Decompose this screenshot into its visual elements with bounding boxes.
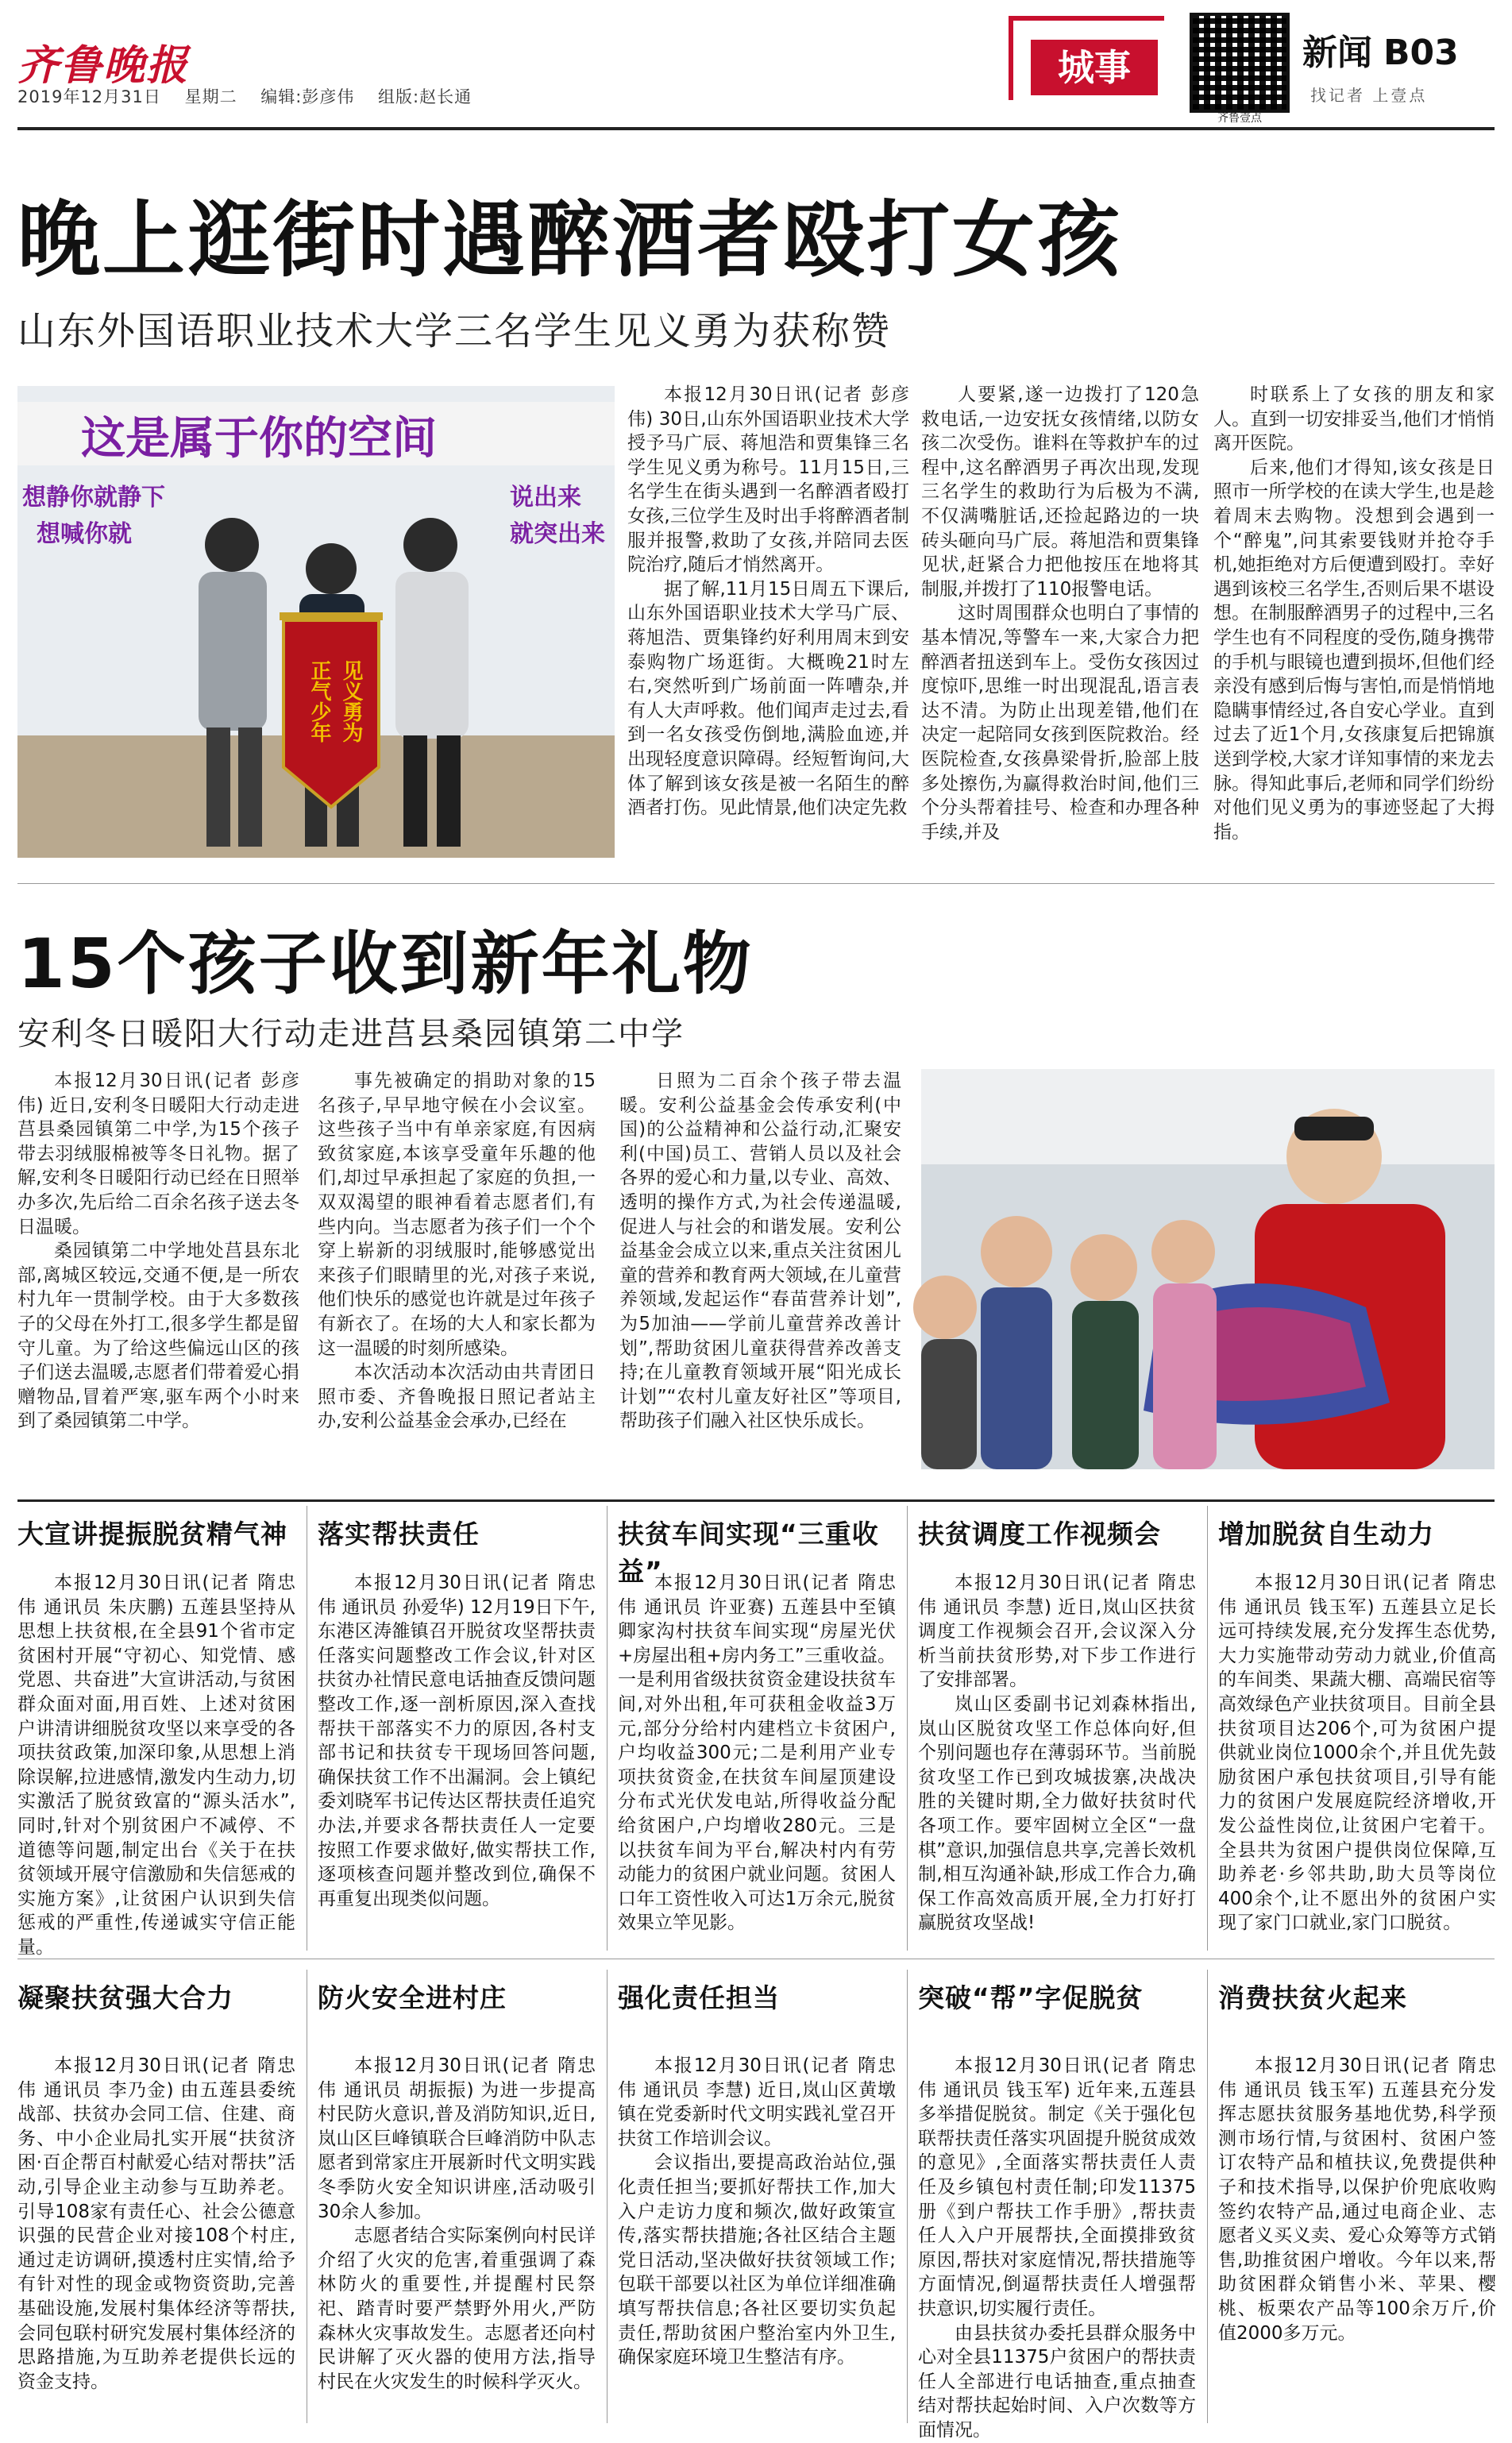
column-divider [907,1970,908,2423]
brief-title: 增加脱贫自生动力 [1218,1519,1434,1550]
paragraph: 本报12月30日讯(记者 隋忠伟 通讯员 孙爱华) 12月19日下午,东港区涛雒镇召开脱贫攻坚帮扶责任落实问题整改工作会议,针对区扶贫办社情民意电话抽查反馈问题整改工作,逐一剖析原因,深入查找帮扶干部落实不力的原因,各村支部书记和扶贫专干现场回答问题,确保扶贫工作不出漏洞。会上镇纪委刘晓军书记传达区帮扶责任追究办法,并要求各帮扶责任人一定要按照工作要求做好,做实帮扶工作,逐项核查问题并整改到位,确保不再重复出现类似问题。 [318,1573,596,1909]
column-divider [607,1506,608,1951]
paragraph: 志愿者结合实际案例向村民详介绍了火灾的危害,着重强调了森林防火的重要性,并提醒村民祭祀、踏青时要严禁野外用火,严防森林火灾事故发生。志愿者还向村民讲解了灭火器的使用方法,指导村民在火灾发生的时候科学灭火。 [318,2225,596,2392]
photo-side-right2: 就突出来 [510,520,605,548]
photo-side-right: 说出来 [510,484,581,511]
paragraph: 据了解,11月15日周五下课后,山东外国语职业技术大学马广辰、蒋旭浩、贾集锋约好利用周末到安泰购物广场逛街。大概晚21时左右,突然听到广场前面一阵嘈杂,并有人大声呼救。他们闻声走过去,看到一名女孩受伤倒地,满脸血迹,并出现轻度意识障碍。经短暂询问,大体了解到该女孩是被一名陌生的醉酒者打伤。见此情景,他们决定先救 [627,578,909,819]
paragraph: 后来,他们才得知,该女孩是日照市一所学校的在读大学生,也是趁着周末去购物。没想到会遇到一个“醉鬼”,问其索要钱财并抢夺手机,她拒绝对方后便遭到殴打。幸好遇到该校三名学生,否则后果不堪设想。在制服醉酒男子的过程中,三名学生也有不同程度的受伤,随身携带的手机与眼镜也遭到损坏,但他们经亲没有感到后悔与害怕,而是悄悄地隐瞒事情经过,各自安心学业。直到过去了近1个月,女孩康复后把锦旗送到学校,大家才详知事情的来龙去脉。得知此事后,老师和同学们纷纷对他们见义勇为的事迹竖起了大拇指。 [1213,457,1495,843]
brief-body [918,1571,1196,1951]
story1-column-1 [627,383,909,859]
brief-body [318,1571,596,1951]
paragraph: 本报12月30日讯(记者 隋忠伟 通讯员 李慧) 近日,岚山区黄墩镇在党委新时代文明实践礼堂召开扶贫工作培训会议。 [618,2055,896,2149]
paragraph: 本次活动本次活动由共青团日照市委、齐鲁晚报日照记者站主办,安利公益基金会承办,已经在 [318,1362,596,1432]
story1-photo [17,386,615,858]
header-divider [17,127,1495,130]
section-tag [1009,16,1164,100]
brief-title: 强化责任担当 [618,1982,780,2013]
photo-banner-text: 这是属于你的空间 [81,413,437,465]
column-divider [607,1970,608,2423]
paragraph: 本报12月30日讯(记者 彭彦伟) 30日,山东外国语职业技术大学授予马广辰、蒋旭浩和贾集锋三名学生见义勇为称号。11月15日,三名学生在街头遇到一名醉酒者殴打女孩,三位学生及时出手将醉酒者制服并报警,救助了女孩,并陪同去医院治疗,随后才悄然离开。 [627,384,909,576]
story1-column-2 [921,383,1199,859]
brief-body [918,2054,1196,2441]
qr-code-icon[interactable] [1190,13,1290,113]
issue-meta [17,84,489,108]
story1-col2-text [921,383,1199,844]
qr-label: 齐鲁壹点 [1217,112,1262,125]
brief-title: 大宣讲提振脱贫精气神 [17,1519,287,1550]
paragraph: 本报12月30日讯(记者 隋忠伟 通讯员 钱玉军) 近年来,五莲县多举措促脱贫。制定《关于强化包联帮扶责任落实巩固提升脱贫成效的意见》,全面落实帮扶责任人责任及乡镇包村责任制;印发11375册《到户帮扶工作手册》,帮扶责任人入户开展帮扶,全面摸排致贫原因,帮扶对家庭情况,帮扶措施等方面情况,倒逼帮扶责任人增强帮扶意识,切实履行责任。 [918,2055,1196,2319]
issue-weekday: 星期二 [184,87,237,106]
page-number: B03 [1383,33,1459,73]
brief-body [1218,2054,1496,2423]
paragraph: 本报12月30日讯(记者 隋忠伟 通讯员 钱玉军) 五莲县立足长远可持续发展,充分发挥生态优势,大力实施带动劳动力就业,价值高的车间类、果蔬大棚、高端民宿等高效绿色产业扶贫项目。目前全县扶贫项目达206个,可为贫困户提供就业岗位1000余个,并且优先鼓励贫困户承包扶贫项目,引导有能力的贫困户发展庭院经济增收,开发公益性岗位,让贫困户宅着干。全县共为贫困户提供岗位保障,互助养老·乡邻共助,助大员等岗位400余个,让不愿出外的贫困户实现了家门口就业,家门口脱贫。 [1218,1573,1496,1934]
students-with-pennant-illustration [17,386,615,858]
story2-column-3 [619,1069,901,1474]
paragraph: 本报12月30日讯(记者 隋忠伟 通讯员 李乃金) 由五莲县委统战部、扶贫办会同工信、住建、商务、中小企业局扎实开展“扶贫济困·百企帮百村献爱心结对帮扶”活动,引导企业主动参与互助养老。引导108家有责任心、社会公德意识强的民营企业对接108个村庄,通过走访调研,摸透村庄实情,给予有针对性的现金或物资资助,完善基础设施,发展村集体经济等帮扶,会同包联村研究发展村集体经济的思路措施,为互助养老提供长远的资金支持。 [17,2055,295,2392]
paragraph: 人要紧,遂一边拨打了120急救电话,一边安抚女孩情绪,以防女孩二次受伤。谁料在等救护车的过程中,这名醉酒男子再次出现,发现三名学生的救助行为后极为不满,不仅满嘴脏话,还捡起路边的一块砖头砸向马广辰。蒋旭浩和贾集锋见状,赶紧合力把他按压在地将其制服,并拨打了110报警电话。 [921,384,1199,600]
paragraph: 本报12月30日讯(记者 彭彦伟) 近日,安利冬日暖阳大行动走进莒县桑园镇第二中学,为15个孩子带去羽绒服棉被等冬日礼物。据了解,安利冬日暖阳行动已经在日照举办多次,先后给二百余名孩子送去冬日温暖。 [17,1071,299,1237]
story2-photo [921,1069,1495,1469]
story2-col1-text [17,1069,299,1434]
paragraph: 事先被确定的捐助对象的15名孩子,早早地守候在小会议室。这些孩子当中有单亲家庭,有因病致贫家庭,本该享受童年乐趣的他们,却过早承担起了家庭的负担,一双双渴望的眼神看着志愿者们,有些内向。当志愿者为孩子们一个个穿上崭新的羽绒服时,能够感觉出来孩子们眼睛里的光,对孩子来说,他们快乐的感觉也许就是过年孩子有新衣了。在场的大人和家长都为这一温暖的时刻所感染。 [318,1071,596,1359]
paragraph: 时联系上了女孩的朋友和家人。直到一切安排妥当,他们才悄悄离开医院。 [1213,384,1495,454]
paragraph: 本报12月30日讯(记者 隋忠伟 通讯员 许亚赛) 五莲县中至镇卿家沟村扶贫车间实现“房屋光伏+房屋出租+房内务工”三重收益。一是利用省级扶贫资金建设扶贫车间,对外出租,年可获租金收益3万元,部分分给村内建档立卡贫困户,户均收益300元;二是利用产业专项扶贫资金,在扶贫车间屋顶建设分布式光伏发电站,所得收益分配给贫困户,户均增收280元。三是以扶贫车间为平台,解决村内有劳动能力的贫困户就业问题。贫困人口年工资性收入可达1万余元,脱贫效果立竿见影。 [618,1573,896,1934]
volunteer-giving-coats-illustration [921,1069,1495,1469]
paragraph: 岚山区委副书记刘森林指出,岚山区脱贫攻坚工作总体向好,但个别问题也存在薄弱环节。当前脱贫攻坚工作已到攻城拔寨,决战决胜的关键时期,全力做好扶贫时代各项工作。要牢固树立全区“一盘棋”意识,加强信息共享,完善长效机制,相互沟通补缺,形成工作合力,确保工作高效高质开展,全力打好打赢脱贫攻坚战! [918,1693,1196,1934]
brief-title: 凝聚扶贫强大合力 [17,1982,233,2013]
photo-side-left: 想静你就静下 [22,484,165,511]
brief-title: 突破“帮”字促脱贫 [918,1982,1144,2013]
story1-subhead: 山东外国语职业技术大学三名学生见义勇为获称赞 [17,309,892,353]
story1-column-3 [1213,383,1495,859]
paragraph: 桑园镇第二中学地处莒县东北部,离城区较远,交通不便,是一所农村九年一贯制学校。由于大多数孩子的父母在外打工,很多学生都是留守儿童。为了给这些偏远山区的孩子们送去温暖,志愿者们带着爱心捐赠物品,冒着严寒,驱车两个小时来到了桑园镇第二中学。 [17,1241,299,1432]
section-name: 新闻 [1302,33,1372,73]
paragraph: 由县扶贫办委托县群众服务中心对全县11375户贫困户的帮扶责任人全部进行电话抽查,重点抽查结对帮扶起始时间、入户次数等方面情况。 [918,2322,1196,2441]
brief-body [618,2054,896,2423]
brief-title: 防火安全进村庄 [318,1982,507,2013]
brief-title: 扶贫调度工作视频会 [918,1519,1161,1550]
story2-column-1 [17,1069,299,1474]
section-tag-label: 城事 [1031,40,1158,95]
story2-headline: 15个孩子收到新年礼物 [17,924,754,1004]
story1-col3-text [1213,383,1495,844]
brief-body [17,1571,295,1958]
pennant-line-1: 见义勇为 [339,660,363,743]
story2-col3-text [619,1069,901,1434]
paragraph: 本报12月30日讯(记者 隋忠伟 通讯员 李慧) 近日,岚山区扶贫调度工作视频会召开,会议深入分析当前扶贫形势,对下步工作进行了安排部署。 [918,1573,1196,1691]
briefs-top-divider [17,1499,1495,1502]
paragraph: 本报12月30日讯(记者 隋忠伟 通讯员 钱玉军) 五莲县充分发挥志愿扶贫服务基地优势,科学预测市场行情,与贫困村、贫困户签订农特产品和植扶议,免费提供种子和技术指导,以保护价兜底收购签约农特产品,通过电商企业、志愿者义买义卖、爱心众筹等方式销售,助推贫困户增收。今年以来,帮助贫困群众销售小米、苹果、樱桃、板栗农产品等100余万斤,价值2000多万元。 [1218,2055,1496,2344]
story1-headline: 晚上逛街时遇醉酒者殴打女孩 [17,191,1123,288]
story2-column-2 [318,1069,596,1474]
issue-layout: 组版:赵长通 [378,87,472,106]
brief-body [618,1571,896,1951]
column-divider [907,1506,908,1951]
brief-title: 落实帮扶责任 [318,1519,480,1550]
brief-body [318,2054,596,2423]
brief-title: 消费扶贫火起来 [1218,1982,1407,2013]
story2-subhead: 安利冬日暖阳大行动走进莒县桑园镇第二中学 [17,1016,685,1052]
edition-label [1302,24,1459,75]
story1-col1-text [627,383,909,820]
story-divider [17,883,1495,884]
column-divider [1207,1970,1208,2423]
issue-date: 2019年12月31日 [17,87,161,106]
paragraph: 会议指出,要提高政治站位,强化责任担当;要抓好帮扶工作,加大入户走访力度和频次,做好政策宣传,落实帮扶措施;各社区结合主题党日活动,坚决做好扶贫领域工作;包联干部要以社区为单位详细准确填写帮扶信息;各社区要切实负起责任,帮助贫困户整治室内外卫生,确保家庭环境卫生整洁有序。 [618,2152,896,2368]
paragraph: 日照为二百余个孩子带去温暖。安利公益基金会传承安利(中国)的公益精神和公益行动,汇聚安利(中国)员工、营销人员以及社会各界的爱心和力量,以专业、高效、透明的操作方式,为社会传递温暖,促进人与社会的和谐发展。安利公益基金会成立以来,重点关注贫困儿童的营养和教育两大领域,在儿童营养领域,发起运作“春苗营养计划”,为5加油——学前儿童营养改善计划”,帮助贫困儿童获得营养改善支持;在儿童教育领域开展“阳光成长计划”“农村儿童友好社区”等项目,帮助孩子们融入社区快乐成长。 [619,1071,901,1432]
pennant-line-2: 正气少年 [307,660,331,743]
paragraph: 本报12月30日讯(记者 隋忠伟 通讯员 朱庆鹏) 五莲县坚持从思想上扶贫根,在全县91个省市定贫困村开展“守初心、知党情、感党恩、共奋进”大宣讲活动,与贫困群众面对面,用百姓、上述对贫困户讲清讲细脱贫攻坚以来享受的各项扶贫政策,加深印象,从思想上消除误解,拉进感情,激发内生动力,切实激活了脱贫致富的“源头活水”,同时,针对个别贫困户不减停、不道德等问题,制定出台《关于在扶贫领域开展守信激励和失信惩戒的实施方案》,让贫困户认识到失信惩戒的严重性,传递诚实守信正能量。 [17,1573,295,1958]
brief-body [1218,1571,1496,1951]
column-divider [1207,1506,1208,1951]
paragraph: 这时周围群众也明白了事情的基本情况,等警车一来,大家合力把醉酒者扭送到车上。受伤女孩因过度惊吓,思维一时出现混乱,语言表达不清。为防止出现差错,他们在决定一起陪同女孩到医院救治。经医院检查,女孩鼻梁骨折,脸部上肢多处擦伤,为赢得救治时间,他们三个分头帮着挂号、检查和办理各种手续,并及 [921,603,1199,843]
issue-editor: 编辑:彭彦伟 [260,87,355,106]
paragraph: 本报12月30日讯(记者 隋忠伟 通讯员 胡振振) 为进一步提高村民防火意识,普及消防知识,近日,岚山区巨峰镇联合巨峰消防中队志愿者到常家庄开展新时代文明实践冬季防火安全知识讲座,活动吸引30余人参加。 [318,2055,596,2222]
section-slogan: 找记者 上壹点 [1310,86,1428,105]
newspaper-logo: 齐鲁晚报 [17,41,190,90]
story2-col2-text [318,1069,596,1434]
photo-side-left2: 想喊你就 [37,520,132,548]
brief-body [17,2054,295,2423]
brief-title: 扶贫车间实现“三重收益” [618,1519,879,1587]
